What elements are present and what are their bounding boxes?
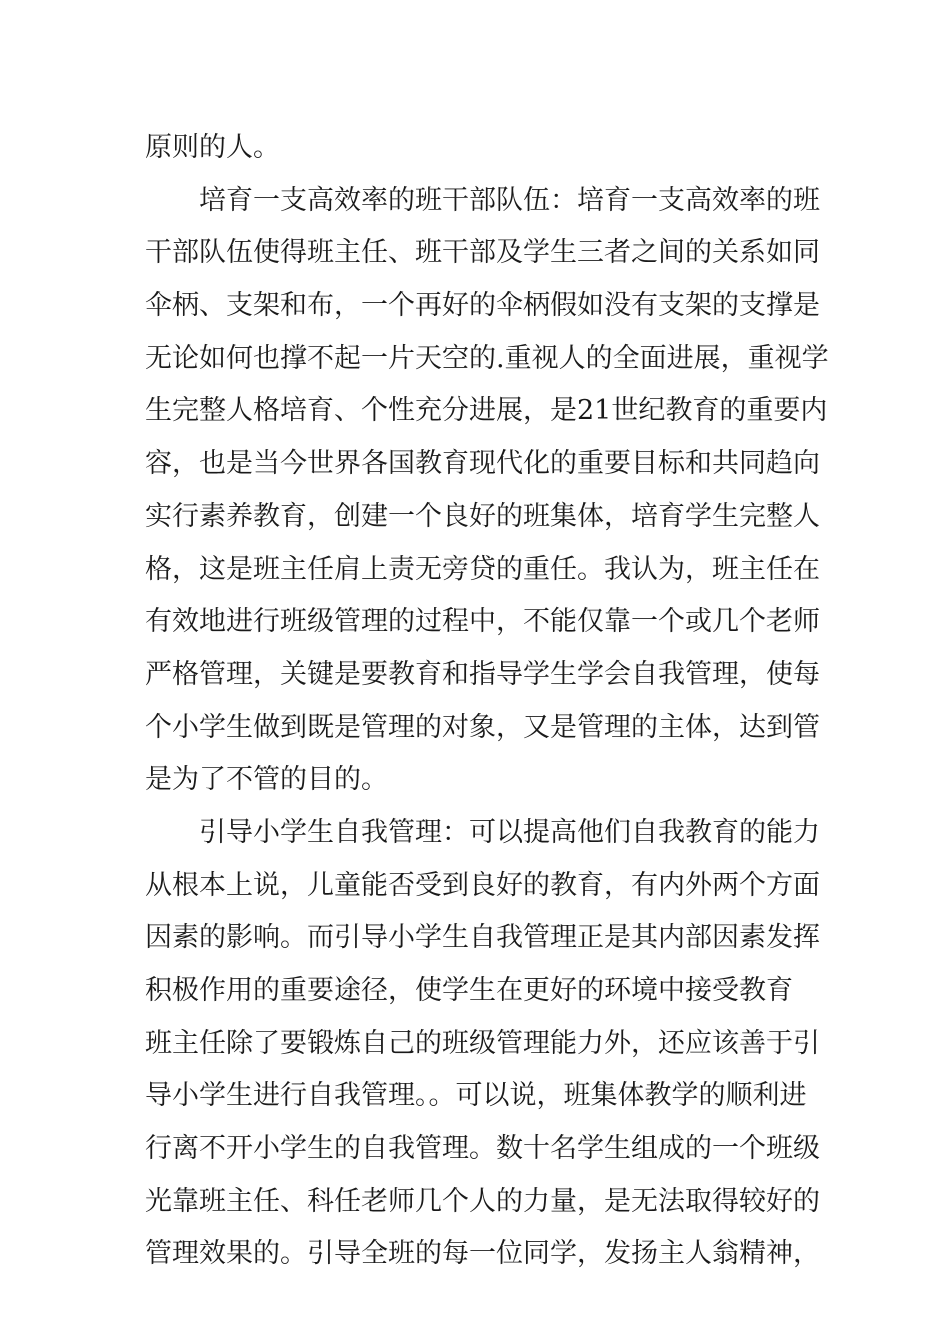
- paragraph-start-line: 培育一支高效率的班干部队伍：培育一支高效率的班: [199, 184, 820, 216]
- text-line: 干部队伍使得班主任、班干部及学生三者之间的关系如同: [145, 237, 820, 269]
- paragraph-start-line: 引导小学生自我管理：可以提高他们自我教育的能力: [199, 816, 820, 848]
- text-line: 行离不开小学生的自我管理。数十名学生组成的一个班级: [145, 1133, 820, 1165]
- text-line: 实行素养教育，创建一个良好的班集体，培育学生完整人: [145, 500, 820, 532]
- text-line: 严格管理，关键是要教育和指导学生学会自我管理，使每: [145, 658, 820, 690]
- text-line: 导小学生进行自我管理。。可以说，班集体教学的顺利进: [145, 1080, 807, 1112]
- text-line: 生完整人格培育、个性充分进展，是21世纪教育的重要内: [145, 395, 828, 427]
- text-line: 管理效果的。引导全班的每一位同学，发扬主人翁精神，: [145, 1238, 820, 1270]
- text-line: 容，也是当今世界各国教育现代化的重要目标和共同趋向: [145, 448, 820, 480]
- text-line: 是为了不管的目的。: [145, 764, 388, 796]
- text-line: 原则的人。: [145, 132, 280, 163]
- text-line: 从根本上说，儿童能否受到良好的教育，有内外两个方面: [145, 869, 820, 901]
- document-body: [145, 122, 829, 1281]
- text-line: 积极作用的重要途径，使学生在更好的环境中接受教育: [145, 975, 793, 1006]
- text-line: 格，这是班主任肩上责无旁贷的重任。我认为，班主任在: [145, 553, 820, 585]
- text-line: 因素的影响。而引导小学生自我管理正是其内部因素发挥: [145, 922, 820, 954]
- text-line: 无论如何也撑不起一片天空的.重视人的全面进展，重视学: [145, 342, 829, 374]
- text-line: 有效地进行班级管理的过程中，不能仅靠一个或几个老师: [145, 606, 820, 638]
- text-line: 光靠班主任、科任老师几个人的力量，是无法取得较好的: [145, 1185, 820, 1217]
- text-line: 个小学生做到既是管理的对象，又是管理的主体，达到管: [145, 711, 820, 743]
- text-line: 伞柄、支架和布，一个再好的伞柄假如没有支架的支撑是: [145, 290, 820, 322]
- text-line: 班主任除了要锻炼自己的班级管理能力外，还应该善于引: [145, 1027, 820, 1059]
